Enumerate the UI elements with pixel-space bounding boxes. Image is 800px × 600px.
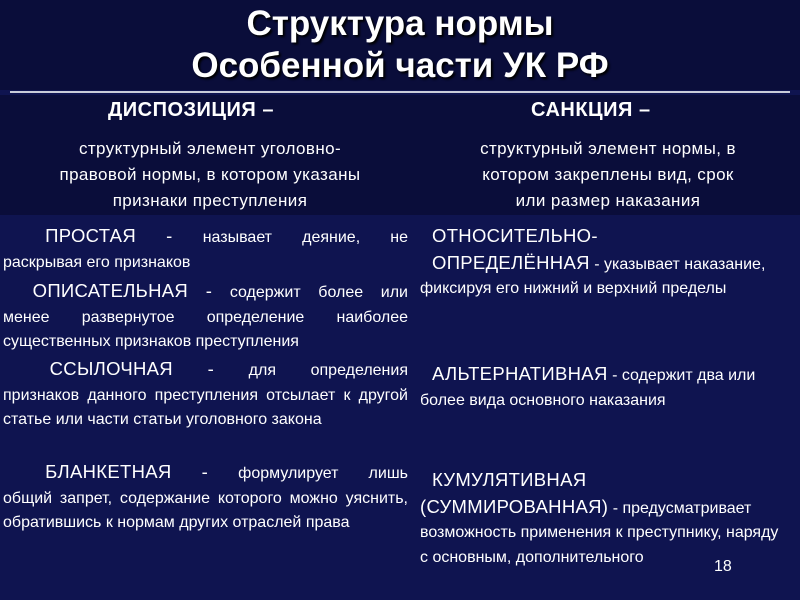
- disposition-type-reference-text-rest: признаков данного преступления отсылает к другой статье или части статьи уголовного закона: [3, 386, 408, 428]
- disposition-type-simple-text-rest: раскрывая его признаков: [3, 253, 191, 271]
- disposition-type-simple-name: ПРОСТАЯ: [45, 225, 136, 246]
- sanction-heading: САНКЦИЯ –: [531, 99, 651, 121]
- sanction-type-alternative-text: - содержит два или более вида основного наказания: [420, 367, 756, 409]
- page-number: 18: [714, 558, 732, 575]
- sanction-type-alternative-name: АЛЬТЕРНАТИВНАЯ: [432, 363, 608, 384]
- sanction-type-cumulative-name-2: (СУММИРОВАННАЯ): [420, 495, 609, 517]
- disposition-type-simple: [3, 224, 408, 275]
- disposition-type-blanket-name: БЛАНКЕТНАЯ: [45, 461, 172, 482]
- disposition-type-descriptive-first-line: [3, 279, 408, 306]
- disposition-type-descriptive-text-rest: менее развернутое определение наиболее существенных признаков преступления: [3, 308, 408, 350]
- disposition-heading: ДИСПОЗИЦИЯ –: [108, 99, 274, 121]
- disposition-type-blanket-first-line: [3, 460, 408, 487]
- disposition-type-blanket: [3, 460, 408, 536]
- sanction-description-line: или размер наказания: [515, 191, 701, 210]
- sanction-type-cumulative-text: - предусматривает возможность применения к преступнику, наряду с основным, дополнительного: [420, 499, 779, 566]
- dash: -: [205, 280, 213, 301]
- slide-title: [0, 0, 800, 90]
- dash: -: [201, 461, 209, 482]
- sanction-description-line: котором закреплены вид, срок: [482, 165, 734, 184]
- dash: -: [166, 225, 173, 246]
- sanction-type-relative: [420, 224, 770, 302]
- sanction-type-cumulative: [420, 468, 780, 570]
- disposition-description-line: признаки преступления: [112, 191, 308, 210]
- disposition-type-reference-name: ССЫЛОЧНАЯ: [49, 358, 173, 379]
- sanction-type-alternative: [420, 362, 770, 413]
- disposition-type-descriptive: [3, 279, 408, 355]
- slide-title-line-2: Особенной части УК РФ: [191, 46, 609, 85]
- title-divider: [10, 91, 790, 93]
- slide-title-line-1: Структура нормы: [246, 4, 554, 43]
- disposition-type-reference-first-line: [3, 357, 408, 384]
- sanction-description-line: структурный элемент нормы, в: [480, 139, 736, 158]
- disposition-type-simple-text: называет деяние, не: [202, 229, 408, 246]
- disposition-description-line: структурный элемент уголовно-: [78, 139, 342, 158]
- disposition-type-descriptive-name: ОПИСАТЕЛЬНАЯ: [32, 280, 189, 301]
- disposition-type-reference: [3, 357, 408, 433]
- sanction-type-relative-name-line-1: ОТНОСИТЕЛЬНО-: [432, 225, 598, 246]
- disposition-description: [0, 136, 420, 214]
- dash: -: [207, 358, 215, 379]
- disposition-type-blanket-text-rest: общий запрет, содержание которого можно уяснить, обратившись к нормам других отраслей права: [3, 489, 408, 531]
- disposition-type-simple-first-line: [3, 224, 408, 251]
- disposition-type-descriptive-text: содержит более или: [229, 284, 408, 301]
- sanction-description: [418, 136, 798, 214]
- sanction-type-relative-name-line-2: ОПРЕДЕЛЁННАЯ: [432, 251, 590, 273]
- disposition-description-line: правовой нормы, в котором указаны: [59, 165, 361, 184]
- sanction-type-relative-text: - указывает наказание, фиксируя его нижний и верхний пределы: [420, 255, 766, 297]
- disposition-type-blanket-text: формулирует лишь: [238, 465, 408, 482]
- disposition-type-reference-text: для определения: [248, 362, 408, 379]
- sanction-type-cumulative-name: КУМУЛЯТИВНАЯ: [432, 469, 587, 490]
